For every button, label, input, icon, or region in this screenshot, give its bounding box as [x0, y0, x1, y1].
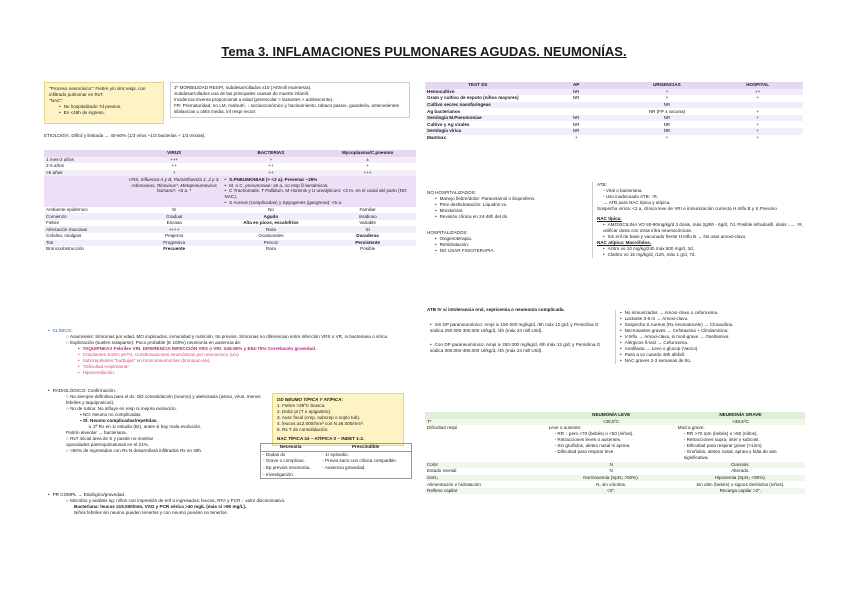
table-cell: + [756, 134, 759, 140]
table-cell: + [269, 156, 273, 162]
table-cell: Persistente [355, 239, 381, 245]
table-cell: NR [663, 115, 671, 121]
table-header: Mycoplasma/C.pneumo [341, 150, 394, 156]
atb-item: - Uso inadecuado ATB: ↑R. [603, 193, 659, 199]
clinical-label: • CLÍNICO: [48, 328, 416, 334]
atb-iv-right [615, 310, 805, 364]
table-cell: N, sin vómitos. [596, 481, 627, 487]
atypical-footer: NAC TÍPICA ≥3 – ATÍPICA 0 – INDET 1-2. [277, 435, 365, 441]
atb-iv-right-item: • No inmunizados → Amoxi-clavu o cefuroxima. [620, 310, 805, 316]
clinical-section [48, 328, 416, 376]
table-row [425, 488, 805, 495]
table-cell: Gram y cultivo de esputo (niños mayores) [427, 95, 519, 101]
table-cell: Hipoxemia (SpO₂ <90%). [714, 474, 767, 480]
grave-item: - Gruñidos, aleteo nasal, apnea y falta de aire significativa. [683, 449, 777, 461]
morbidity-line: Incidencia inversa proporcional a edad (preescolar > lactantes > adolescente). [174, 96, 334, 102]
atypical-item: 5. Rx T de consolidación. [277, 426, 329, 432]
table-cell: Mantoux [427, 134, 446, 140]
nac-atipica-item: • Azitro vo 10 mg/kg/24h máx 500 mg/d, 3d. [603, 246, 806, 252]
table-cell: Ag bacterianos [427, 108, 461, 114]
table-cell: Afectación mucosas [46, 226, 88, 232]
note-nac: "NAC": [49, 97, 64, 103]
table-cell: ++++ [168, 226, 180, 232]
atb-iv-item: • Con DP paraneumónico: Ampi iv 250-300 mg/kg/d, /6h máx 12 g/d; y Penicilina G sódica 300.000-400.000 UI/kg/d, /4h (máx 24 mill UI/d). [430, 342, 605, 354]
table-cell: + [665, 88, 669, 94]
atb-iv-right-item: • Lactante 3-6 m → Amoxi-clavu. [620, 316, 805, 322]
table-row [261, 451, 412, 458]
bacteria-item: • S.PNEUMONIAE (+ <2 a). Prevenar ~35% [225, 177, 414, 183]
etiology-line: ETIOLOGÍA: Difícil y limitada → 40-60% (1/3 virus +1/3 bacterias + 1/3 mixtas). [44, 133, 206, 138]
no-hosp-label: NO HOSPITALIZADOS: [427, 190, 476, 195]
atypical-box [272, 393, 404, 446]
bacteria-item: • S Aureus (complicadas) y Spyogenes (gangrena): <5 a. [225, 200, 414, 206]
nac-atipica-item: • Claritro vo 15 mg/kg/d, /12h, máx 1 g/d, 7d. [603, 252, 806, 258]
table-cell: Ambiente epidémico [46, 206, 88, 212]
atb-iv-label: ATB IV si intolerancia oral, septicemia o neumonía complicada. [427, 307, 565, 312]
table-cell: Broncoobstrucción [46, 246, 85, 252]
no-hosp-item: • Manejo fiebre/dolor: Paracetamol o ibuprofeno. [435, 196, 587, 202]
table-header: NEUMONÍA GRAVE [719, 412, 762, 418]
atb-iv-right-item: • NAC graves 2-3 semanas de tto. [620, 358, 805, 364]
atb-iv-right-item: • Paso a vo cuando 48h afebril. [620, 352, 805, 358]
table-cell: + [756, 95, 759, 101]
table-cell: NR [663, 121, 671, 127]
table-cell: Sí [172, 206, 177, 212]
table-cell: - Dudas dx [263, 451, 286, 457]
leve-head: Leve o ausente: [548, 425, 582, 431]
table-cell: Sin alim (bebés) o signos deshidrat (niños). [696, 481, 785, 487]
pr-compl-item: ○ Microbio y análisis sg: niños con impresión de enf o ingresados; leucos, RFA y PCR ↓ valor discriminativo. [66, 497, 286, 503]
atb-item: - Viral o bacteriana. [603, 187, 643, 193]
leve-item: - Dificultad para respirar leve. [554, 449, 615, 455]
table-cell: NR [572, 121, 580, 127]
table-cell: Color [427, 461, 438, 467]
table-cell: ++ [754, 88, 761, 94]
test-dx-table [425, 82, 803, 141]
atypical-item: 1. Fiebre >39ºC brusca. [277, 402, 326, 408]
table-row [44, 176, 416, 206]
table-cell: - Investigación. [263, 471, 294, 477]
radiologic-label: • RADIOLÓGICO: Confirmación. [48, 388, 270, 394]
table-cell: - Previo sano con clínica compatible. [322, 458, 398, 464]
nac-tipica-label: NAC típica: [597, 215, 622, 221]
table-cell: +++ [170, 156, 179, 162]
atypical-item: 2. Dolor pl (T o epigastrio). [277, 408, 332, 414]
atb-item: Sospecha vírica: <2 a, clínica leve de VRI e inmunización correcta H.Influ B y S.Pneumo [597, 205, 777, 211]
table-cell: 2-5 años [46, 163, 64, 169]
severity-table [425, 412, 805, 494]
table-cell: <38,5ºC [602, 418, 620, 424]
table-cell [676, 425, 805, 461]
sign-item: • Subcrepitantes "burbujas" en bronconeumonías (bronquio-alv). [78, 358, 416, 364]
table-cell: Hemocultivo [427, 88, 455, 94]
radiologic-subitem: ▪ NO: Neumo no complicadas. [80, 411, 142, 417]
table-cell: Dificultad respi [427, 425, 458, 431]
hosp-label: HOSPITALIZADOS: [427, 229, 468, 235]
bacteria-item: • C Trachomatis, T Pallidum, M Hominis y U urealyticum: <3 m, en el canal del parto (NO NAC). [225, 188, 414, 200]
radiologic-subitem: ▪ SÍ: Neumo complicadas/repetidas. [80, 417, 158, 423]
table-cell: Rara [265, 226, 276, 232]
atb-iv-right-item: • Sospecha S.Aureus (Rx neumatocele) → Cloxacilina. [620, 322, 805, 328]
table-header: BACTERIAS [257, 150, 285, 156]
hosp-item: • Oxigenoterapia. [435, 236, 587, 242]
table-cell: + [756, 115, 759, 121]
atb-iv-item: • Sin DP paraneumónico: Ampi iv 150-200 mg/kg/d, /6h máx 12 g/d; y Penicilina G sódica 250.000-300.000 UI/kg/d, /4h (máx 24 mill UI/d). [430, 322, 605, 334]
radiologic-item: ○ No de rutina: No influye en resp ni mejora evolución. [66, 405, 177, 411]
note-item: • No hospitalizado 7d previos. [59, 104, 159, 110]
leve-item: - RR ↑ pero <70 (bebés) o <50 (niños). [554, 431, 634, 437]
atypical-title: DD NEUMO TÍPICA Y ATÍPICA: [277, 397, 344, 402]
table-cell [547, 425, 676, 461]
anamnesis: ○ Anamnesis: Síntomas por edad, MO implicados, inmunidad y nutrición, tto previos. Síntomas no diferencian entre infección VRS o VR, ni bacteriana o vírica. [66, 333, 389, 339]
table-cell: Comienzo [46, 213, 67, 219]
table-cell: SaO₂ [427, 474, 438, 480]
table-cell: + [665, 134, 669, 140]
table-cell: NR (FP x vacuna) [648, 108, 686, 114]
table-cell: Cultivo secrec nasofaríngeas [427, 101, 491, 107]
table-cell: + [756, 108, 759, 114]
nac-atipica-label: NAC atípica: Macrólidos. [597, 239, 652, 245]
table-row [261, 471, 412, 478]
table-cell: <2". [607, 488, 616, 494]
table-cell: Familiar [359, 206, 376, 212]
table-cell: N [609, 461, 613, 467]
morbidity-block [170, 82, 410, 118]
table-cell: + [756, 128, 759, 134]
atb-iv-right-item: • V.Influ → Amoxi-clavu, si mod-grave → Oseltamivir. [620, 334, 805, 340]
morbidity-line: Subdesarrollados una de las principales causas de muerte infantil. [174, 90, 310, 96]
radiologic-item: ○ RxT inicial área de S y puede no mostrar opacidades parenquimatosas en el 21%. [66, 435, 154, 447]
atb-iv-right-item: • Anafilaxia → Levo o glucop (Vanco). [620, 346, 805, 352]
radiologic-item: Patrón alveolar → bacteriana. [66, 429, 127, 435]
etiology-table [44, 150, 416, 253]
table-cell: + [574, 134, 578, 140]
table-cell: Tos [46, 239, 54, 245]
table-cell: + [366, 163, 369, 169]
table-cell: Rara [265, 246, 276, 252]
table-row [44, 246, 416, 253]
atypical-item: 4. leucos ≥12.000/mm³ con N ≥6.000/mm³. [277, 420, 364, 426]
atb-item: → ATB para NAC típica y atípica. [603, 199, 671, 205]
note-quote: "Proceso neumónico": Fiebre y/o sint respi, con infiltrado pulmonar en RxT. [49, 86, 146, 97]
table-cell: Posible [360, 246, 376, 252]
atb-label: ATB: [597, 182, 607, 187]
table-row [261, 458, 412, 465]
table-cell: Alta en picos, escalofríos [243, 220, 299, 226]
definition-note [44, 82, 164, 124]
table-header: VIRUS [167, 150, 182, 156]
radiologic-item: ○ No siempre definitiva para el dx: DD consolidación (neumo) y atelectasia (asma, virus, menos febriles y taquipneicos). [66, 393, 261, 405]
table-cell: T* [427, 418, 432, 424]
grave-item: - Dificultad para respirar grave (>12m). [683, 443, 763, 449]
table-cell: Frecuente [163, 246, 186, 252]
table-header: TEST DX [468, 82, 488, 88]
nac-tipica-item: • Sin enf de base y vacunado frente H.Influ B → No usar amoxi-clavu. [603, 234, 806, 240]
table-cell: Relleno capilar [427, 488, 458, 494]
table-header: HOSPITAL [746, 82, 770, 88]
table-cell: Progresiva [163, 239, 186, 245]
grave-head: Mod a grave: [677, 425, 705, 431]
table-cell: NR [572, 95, 580, 101]
table-header: Necesaria [261, 444, 321, 452]
grave-item: - RR >70 rpm (bebés) o >50 (niños). [683, 431, 758, 437]
atypical-item: 3. Ausc focal (crep, subcrep o soplo tub). [277, 414, 361, 420]
pr-compl-label: • PR COMPL → Etiológico/gravedad. [48, 492, 416, 498]
table-cell [320, 471, 411, 478]
table-cell: Estado mental [427, 468, 457, 474]
table-cell: ++ [268, 169, 274, 175]
table-cell: Sí [365, 226, 370, 232]
table-cell: + [172, 169, 176, 175]
table-cell: Ocasionales [258, 233, 284, 239]
pr-compl-item: Bacteriana: leucos ≥15.000/mm, VSG y PCR sérica >40 mg/L (más si >80 mg/L). [74, 503, 247, 509]
table-cell: - Ausencia gravedad. [322, 464, 366, 470]
table-cell: Variable [359, 220, 376, 226]
morbidity-line: 1ª MORBILIDAD RESPI, subdesarrollados x10 (>40mill muertes/a). [174, 85, 312, 90]
table-cell: - Grave o complicac. [263, 458, 306, 464]
table-cell: Cefalea, mialgias [46, 233, 82, 239]
table-cell: Agudo [263, 213, 279, 219]
rx-need-table [260, 443, 412, 479]
table-cell: >5 años [46, 169, 63, 175]
note-item: • En <48h de ingreso. [59, 110, 159, 116]
table-cell: Insidioso [358, 213, 377, 219]
table-cell: NR [572, 88, 580, 94]
sign-item: • "Dificultad respiratoria". [78, 364, 416, 370]
no-hosp-item: • Revisión clínica en 24-48h del dx. [435, 214, 587, 220]
grave-item: - Retracciones supra, inter y subcost. [683, 437, 760, 443]
radiologic-item: ○ >50% de ingresados con Rx N desarrollará infiltrados Rx en 48h. [66, 447, 203, 453]
table-cell: Alterado. [731, 468, 750, 474]
table-cell: Escasa [166, 220, 182, 226]
table-header: NEUMONÍA LEVE [592, 412, 631, 418]
radiologic-section [48, 388, 270, 454]
table-cell: ++ [171, 163, 177, 169]
table-cell: Fiebre [46, 220, 60, 226]
sign-item: • TAQUIPNEA!! Febriles VRI. DIFERENCIA INFECCIÓN VRS o VRI. S45-80% y E54-75% Correlación gravedad. [78, 346, 416, 352]
bacteria-agents [223, 176, 416, 206]
exploracion: ○ Exploración (suelen solaparse): Poco probable (E 100%) neumonía en ausencia de: [66, 339, 242, 345]
atb-iv-right-item: • Necrosantes graves → Cefotaxima + Clindamicina. [620, 328, 805, 334]
nac-tipica-item: • AMOXICILINA VO 80-90mg/kg/d 3 dosis, máx 2g/8h - 6g/d, 7d. Posible infradosifi, dosis ↓→ ↑R, unificar dosis con otras infra neumocócicas. [603, 222, 806, 234]
table-cell: +++ [363, 169, 372, 175]
table-cell: + [756, 121, 759, 127]
page-title: Tema 3. INFLAMACIONES PULMONARES AGUDAS. NEUMONÍAS. [221, 44, 627, 59]
table-header-row [261, 444, 412, 452]
no-hosp-item: • Prev deshidratación: Líquidos vo. [435, 202, 587, 208]
radiologic-subitem: ↳ 2ª Rx en 1r estudio (Br), antes si hay mala evolución. [88, 423, 202, 429]
atb-iv-right-item: • Alérgicos ß-lact → Cefuroxima. [620, 340, 805, 346]
table-cell: Serología vírica [427, 128, 462, 134]
table-cell: Cultivo y Ag virales [427, 121, 470, 127]
table-cell: + [665, 95, 669, 101]
table-cell: Duraderas [356, 233, 379, 239]
table-cell: Alimentación e hidratación [427, 481, 481, 487]
bacteria-item: • M. o C. pneumoniae: ≥5 a, no resp ß-lactámicos. [225, 183, 414, 189]
table-cell: >38,5ºC [732, 418, 749, 424]
virus-agents: VRS, Influenza A y B, Parainfluenza 1, 2 y 3, Adenovirus, Rinovirus*, Metapneumovirus humano*. <5 a. * [128, 176, 220, 194]
table-cell: Gradual [166, 213, 183, 219]
table-header: AP [572, 82, 580, 88]
table-row [425, 135, 803, 142]
table-cell: NR [663, 101, 671, 107]
table-cell: - Ep previos neumonía. [263, 464, 311, 470]
leve-item: - Retracciones leves o ausentes. [554, 437, 622, 443]
atb-iv-left [430, 322, 605, 354]
pr-compl-item: Niños febriles sin neumo pueden tenerlos y con neumo pueden no tenerlos. [74, 509, 228, 515]
table-cell: Cianosis. [730, 461, 750, 467]
no-hosp-item: • Monitorizar. [435, 208, 587, 214]
table-row [425, 425, 805, 461]
table-cell: - 1r episodio. [322, 451, 349, 457]
table-cell: Precoz [263, 239, 279, 245]
table-cell: Normoxemia (SpO₂ >92%). [583, 474, 640, 480]
table-header: Prescindible [320, 444, 411, 452]
sign-item: • Crepitantes S43% y67%. Condensaciones neumónicas por neumococo (u/v). [78, 352, 416, 358]
hosp-item: • NO USAR FISIOTERAPIA. [435, 248, 587, 254]
table-cell: Serología M.Pneumoniae [427, 115, 482, 121]
table-cell: NR [572, 128, 580, 134]
leve-item: - Sin gruñidos, aleteo nasal ni apnea. [554, 443, 631, 449]
table-cell: ± [366, 156, 369, 162]
table-cell: Recarga capilar >2". [719, 488, 762, 494]
sign-item: • Hipoventilación. [78, 370, 416, 376]
table-cell: ++ [268, 163, 274, 169]
table-cell: NR [663, 128, 671, 134]
atb-section [592, 182, 806, 258]
table-cell: 1 mes-2 años [46, 156, 74, 162]
pr-compl-section [48, 492, 416, 516]
table-cell: NR [572, 115, 580, 121]
table-cell: Peajeros [165, 233, 184, 239]
no-hosp-section [427, 190, 587, 254]
morbidity-line: FR: Prematuridad, no LM, malnutri, ↓ socioeconómico y hacinamiento, tabaco pasivo, guardería, antecedentes sibilancias u otitis media, inf respi recurr. [174, 102, 399, 114]
table-cell: N [609, 468, 613, 474]
hosp-item: • Rehidratación. [435, 242, 587, 248]
table-cell: No [267, 206, 274, 212]
table-header: URGENCIAS [653, 82, 681, 88]
